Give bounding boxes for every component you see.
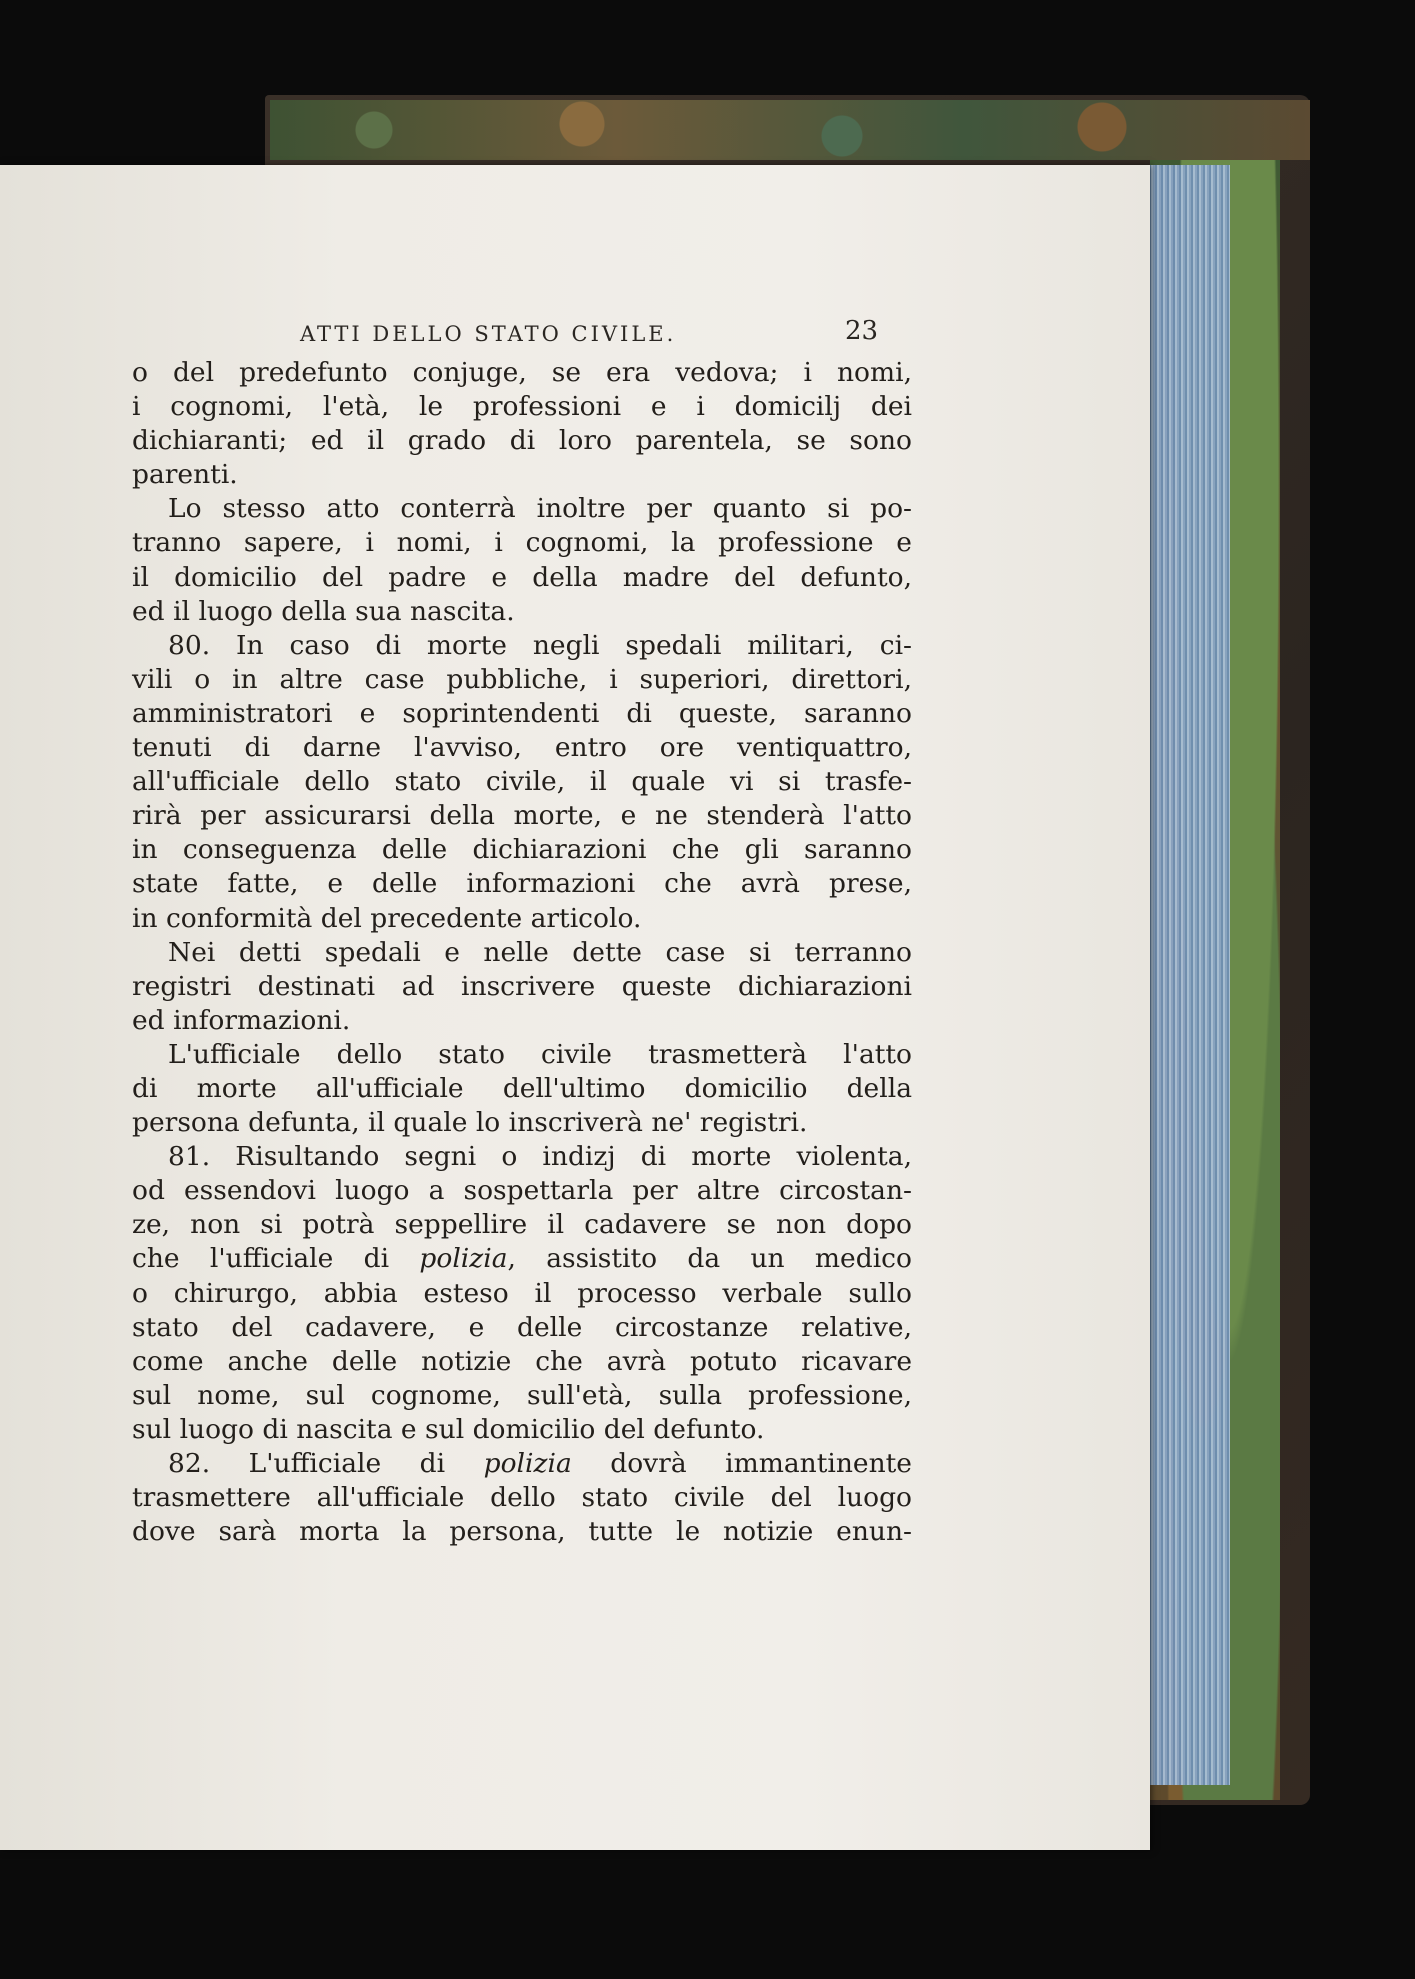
text-line: che l'ufficiale di polizia, assistito da un medico [132,1243,912,1275]
text-line: come anche delle notizie che avrà potuto ricavare [132,1345,912,1377]
text-line: dove sarà morta la persona, tutte le notizie enun- [132,1516,912,1548]
text-line: ze, non si potrà seppellire il cadavere se non dopo [132,1209,912,1241]
text-line: Nei detti spedali e nelle dette case si terranno [168,936,912,968]
text-line: ed informazioni. [132,1004,351,1036]
body-text [132,356,912,1549]
text-line: od essendovi luogo a sospettarla per altre circostan- [132,1175,912,1207]
text-line: o del predefunto conjuge, se era vedova; i nomi, [132,357,912,388]
text-line: in conformità del precedente articolo. [132,902,642,934]
text-line: in conseguenza delle dichiarazioni che gli saranno [132,834,912,866]
text-line: 81. Risultando segni o indizj di morte violenta, [168,1141,912,1173]
text-line: Lo stesso atto conterrà inoltre per quanto si po- [168,493,912,525]
text-line: persona defunta, il quale lo inscriverà ne' registri. [132,1107,808,1139]
marbled-cover-top [270,100,1310,160]
text-line: i cognomi, l'età, le professioni e i domicilj dei [132,391,912,423]
text-line: all'ufficiale dello stato civile, il quale vi si trasfe- [132,766,912,798]
text-line: dichiaranti; ed il grado di loro parentela, se sono [132,425,912,457]
text-line: rirà per assicurarsi della morte, e ne stenderà l'atto [132,800,912,832]
text-line: registri destinati ad inscrivere queste dichiarazioni [132,970,912,1002]
page-number: 23 [845,316,879,346]
text-line: amministratori e soprintendenti di queste, saranno [132,697,912,729]
text-line: 80. In caso di morte negli spedali militari, ci- [168,629,912,661]
text-line: tenuti di darne l'avviso, entro ore ventiquattro, [132,732,912,764]
text-line: sul nome, sul cognome, sull'età, sulla professione, [132,1379,912,1411]
text-line: ed il luogo della sua nascita. [132,595,515,627]
text-line: o chirurgo, abbia esteso il processo verbale sullo [132,1277,912,1309]
text-line: il domicilio del padre e della madre del defunto, [132,561,912,593]
text-line: tranno sapere, i nomi, i cognomi, la professione e [132,527,912,559]
text-line: vili o in altre case pubbliche, i superiori, direttori, [132,663,912,695]
text-line: L'ufficiale dello stato civile trasmetterà l'atto [168,1038,912,1070]
text-line: state fatte, e delle informazioni che avrà prese, [132,868,912,900]
text-line: 82. L'ufficiale di polizia dovrà immantinente [168,1448,912,1479]
text-line: sul luogo di nascita e sul domicilio del defunto. [132,1413,765,1445]
text-line: parenti. [132,459,238,491]
running-head: ATTI DELLO STATO CIVILE. [300,322,677,346]
text-line: di morte all'ufficiale dell'ultimo domicilio della [132,1072,912,1104]
text-line: trasmettere all'ufficiale dello stato civile del luogo [132,1482,912,1514]
text-line: stato del cadavere, e delle circostanze relative, [132,1311,912,1343]
